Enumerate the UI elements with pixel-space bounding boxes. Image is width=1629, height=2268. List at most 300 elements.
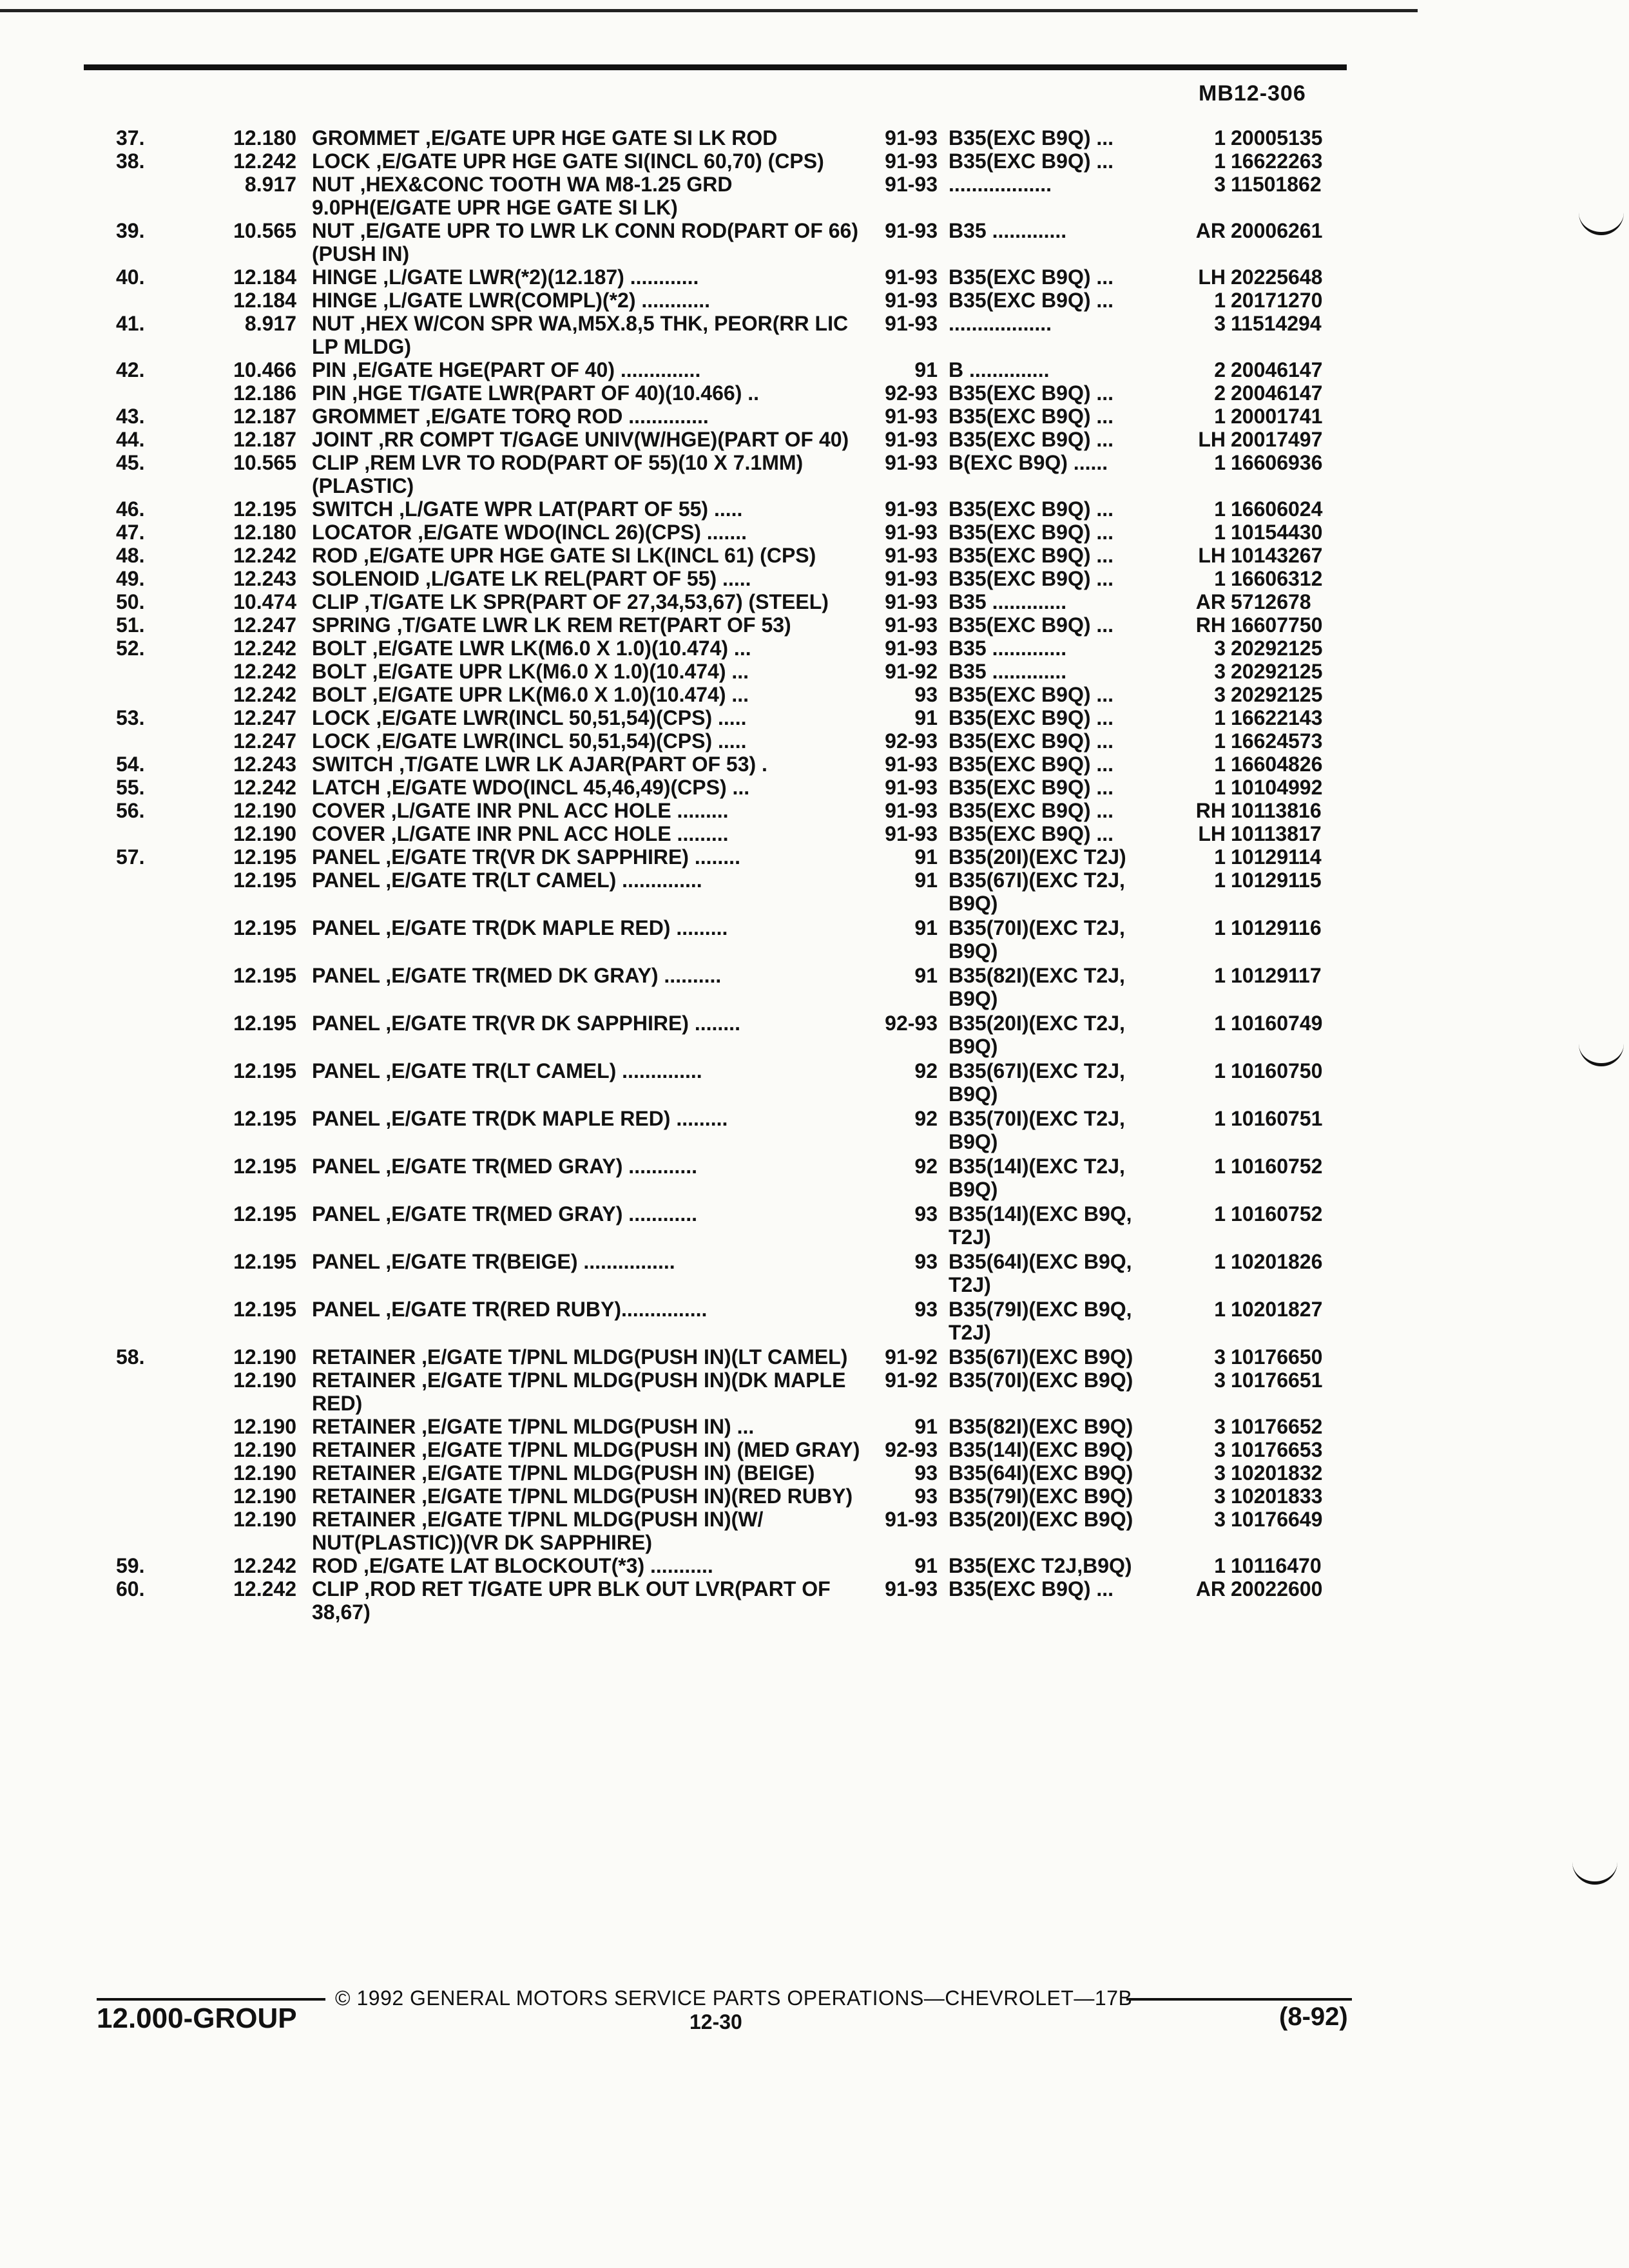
- part-description: COVER ,L/GATE INR PNL ACC HOLE .........: [312, 799, 729, 822]
- model-applicability: ..................: [949, 312, 1052, 335]
- group-number: 12.242: [233, 660, 296, 683]
- quantity: 3: [1214, 683, 1226, 706]
- part-description: RETAINER ,E/GATE T/PNL MLDG(PUSH IN) ...: [312, 1415, 755, 1438]
- group-number: 12.180: [233, 126, 296, 149]
- table-row: [116, 265, 1366, 289]
- table-row: [116, 706, 1366, 729]
- ref-number: 52.: [116, 637, 145, 660]
- group-number: 12.184: [233, 265, 296, 289]
- table-row: [116, 1461, 1366, 1485]
- model-applicability: B35(EXC B9Q) ...: [949, 799, 1114, 822]
- part-number: 10176651: [1231, 1369, 1323, 1392]
- part-number: 11514294: [1231, 312, 1322, 335]
- table-row: [116, 1554, 1366, 1577]
- ref-number: 51.: [116, 613, 145, 637]
- part-description: RETAINER ,E/GATE T/PNL MLDG(PUSH IN) (MED GRAY): [312, 1438, 860, 1461]
- model-applicability: B35(79I)(EXC B9Q): [949, 1485, 1133, 1508]
- part-number: 10154430: [1231, 521, 1323, 544]
- part-number: 20225648: [1231, 265, 1323, 289]
- part-number: 16606936: [1231, 451, 1323, 474]
- model-applicability: B(EXC B9Q) ......: [949, 451, 1108, 474]
- group-number: 12.195: [233, 845, 296, 869]
- model-years: 91-93: [885, 776, 938, 799]
- part-number: 10160751: [1231, 1107, 1323, 1130]
- model-applicability: B35(20I)(EXC T2J, B9Q): [949, 1012, 1125, 1058]
- ref-number: 55.: [116, 776, 145, 799]
- group-number: 12.242: [233, 776, 296, 799]
- quantity: 1: [1214, 1107, 1226, 1130]
- binder-hole-mark: [1572, 1856, 1617, 1885]
- table-row: [116, 126, 1366, 149]
- model-years: 92-93: [885, 1438, 938, 1461]
- model-years: 91-93: [885, 613, 938, 637]
- part-description: LOCK ,E/GATE UPR HGE GATE SI(INCL 60,70) (CPS): [312, 149, 824, 173]
- group-number: 12.242: [233, 1577, 296, 1600]
- part-number: 20292125: [1231, 637, 1323, 660]
- model-years: 91-93: [885, 544, 938, 567]
- part-description: CLIP ,T/GATE LK SPR(PART OF 27,34,53,67) (STEEL): [312, 590, 829, 613]
- part-description: PANEL ,E/GATE TR(DK MAPLE RED) .........: [312, 916, 728, 939]
- group-number: 12.184: [233, 289, 296, 312]
- table-row: [116, 1298, 1366, 1344]
- part-number: 10201827: [1231, 1298, 1323, 1321]
- quantity: 1: [1214, 1250, 1226, 1273]
- table-row: [116, 289, 1366, 312]
- ref-number: 45.: [116, 451, 145, 474]
- table-row: [116, 451, 1366, 497]
- model-years: 91-93: [885, 289, 938, 312]
- table-row: [116, 822, 1366, 845]
- quantity: 3: [1214, 637, 1226, 660]
- group-number: 12.195: [233, 869, 296, 892]
- part-description: RETAINER ,E/GATE T/PNL MLDG(PUSH IN) (BEIGE): [312, 1461, 815, 1485]
- model-applicability: B35(EXC B9Q) ...: [949, 567, 1114, 590]
- ref-number: 50.: [116, 590, 145, 613]
- table-row: [116, 660, 1366, 683]
- quantity: 1: [1214, 1298, 1226, 1321]
- part-number: 20006261: [1231, 219, 1323, 242]
- table-row: [116, 1415, 1366, 1438]
- table-row: [116, 497, 1366, 521]
- part-description: PANEL ,E/GATE TR(MED GRAY) ............: [312, 1155, 697, 1178]
- part-description: SPRING ,T/GATE LWR LK REM RET(PART OF 53): [312, 613, 791, 637]
- model-years: 91: [914, 1554, 938, 1577]
- part-number: 16606312: [1231, 567, 1323, 590]
- model-years: 93: [914, 1298, 938, 1321]
- quantity: LH: [1198, 265, 1226, 289]
- model-years: 91-93: [885, 799, 938, 822]
- model-applicability: B35(EXC B9Q) ...: [949, 1577, 1114, 1600]
- model-applicability: B35(14I)(EXC B9Q): [949, 1438, 1133, 1461]
- model-applicability: B35(20I)(EXC T2J): [949, 845, 1126, 869]
- quantity: 1: [1214, 1202, 1226, 1225]
- quantity: 1: [1214, 964, 1226, 987]
- table-row: [116, 799, 1366, 822]
- quantity: RH: [1195, 799, 1226, 822]
- model-years: 91-93: [885, 497, 938, 521]
- group-number: 12.247: [233, 729, 296, 753]
- part-number: 10143267: [1231, 544, 1323, 567]
- model-years: 91-92: [885, 1345, 938, 1369]
- quantity: 1: [1214, 126, 1226, 149]
- quantity: 1: [1214, 405, 1226, 428]
- part-description: PANEL ,E/GATE TR(VR DK SAPPHIRE) ........: [312, 845, 740, 869]
- quantity: 1: [1214, 567, 1226, 590]
- model-applicability: B35 .............: [949, 637, 1067, 660]
- model-applicability: B35(EXC B9Q) ...: [949, 126, 1114, 149]
- table-row: [116, 1369, 1366, 1415]
- model-applicability: B35(EXC B9Q) ...: [949, 613, 1114, 637]
- model-applicability: B35(79I)(EXC B9Q, T2J): [949, 1298, 1132, 1344]
- model-years: 91-93: [885, 590, 938, 613]
- part-number: 20171270: [1231, 289, 1323, 312]
- part-description: CLIP ,REM LVR TO ROD(PART OF 55)(10 X 7.1MM)(PLASTIC): [312, 451, 804, 497]
- model-applicability: ..................: [949, 173, 1052, 196]
- model-years: 91-93: [885, 753, 938, 776]
- table-row: [116, 1059, 1366, 1106]
- group-number: 12.243: [233, 753, 296, 776]
- part-number: 10129116: [1231, 916, 1322, 939]
- part-description: PANEL ,E/GATE TR(VR DK SAPPHIRE) ........: [312, 1012, 740, 1035]
- model-years: 91-93: [885, 1508, 938, 1531]
- model-applicability: B35(EXC T2J,B9Q): [949, 1554, 1132, 1577]
- model-applicability: B35(82I)(EXC T2J, B9Q): [949, 964, 1125, 1010]
- model-years: 91: [914, 358, 938, 381]
- ref-number: 38.: [116, 149, 145, 173]
- model-applicability: B35(EXC B9Q) ...: [949, 149, 1114, 173]
- table-row: [116, 1508, 1366, 1554]
- model-years: 91-93: [885, 822, 938, 845]
- table-row: [116, 753, 1366, 776]
- model-years: 93: [914, 1485, 938, 1508]
- ref-number: 42.: [116, 358, 145, 381]
- model-applicability: B35(14I)(EXC T2J, B9Q): [949, 1155, 1125, 1201]
- quantity: 3: [1214, 1438, 1226, 1461]
- model-applicability: B35(EXC B9Q) ...: [949, 729, 1114, 753]
- part-number: 10160750: [1231, 1059, 1323, 1082]
- part-description: RETAINER ,E/GATE T/PNL MLDG(PUSH IN)(W/ NUT(PLASTIC))(VR DK SAPPHIRE): [312, 1508, 764, 1554]
- model-applicability: B ..............: [949, 358, 1050, 381]
- quantity: 1: [1214, 753, 1226, 776]
- quantity: AR: [1195, 590, 1226, 613]
- part-description: PANEL ,E/GATE TR(LT CAMEL) ..............: [312, 869, 702, 892]
- group-number: 12.190: [233, 1438, 296, 1461]
- model-years: 92: [914, 1059, 938, 1082]
- part-number: 20017497: [1231, 428, 1323, 451]
- group-number: 10.474: [233, 590, 296, 613]
- model-years: 91: [914, 869, 938, 892]
- part-description: BOLT ,E/GATE UPR LK(M6.0 X 1.0)(10.474) ...: [312, 683, 749, 706]
- ref-number: 47.: [116, 521, 145, 544]
- model-years: 93: [914, 1461, 938, 1485]
- table-row: [116, 590, 1366, 613]
- part-description: BOLT ,E/GATE UPR LK(M6.0 X 1.0)(10.474) ...: [312, 660, 749, 683]
- part-description: ROD ,E/GATE LAT BLOCKOUT(*3) ...........: [312, 1554, 713, 1577]
- part-description: PANEL ,E/GATE TR(DK MAPLE RED) .........: [312, 1107, 728, 1130]
- part-description: NUT ,E/GATE UPR TO LWR LK CONN ROD(PART OF 66)(PUSH IN): [312, 219, 858, 265]
- quantity: LH: [1198, 822, 1226, 845]
- model-years: 92: [914, 1155, 938, 1178]
- ref-number: 41.: [116, 312, 145, 335]
- model-applicability: B35(70I)(EXC T2J, B9Q): [949, 1107, 1125, 1153]
- group-number: 12.190: [233, 1508, 296, 1531]
- model-applicability: B35(14I)(EXC B9Q, T2J): [949, 1202, 1132, 1249]
- ref-number: 53.: [116, 706, 145, 729]
- table-row: [116, 776, 1366, 799]
- quantity: 3: [1214, 1415, 1226, 1438]
- part-description: RETAINER ,E/GATE T/PNL MLDG(PUSH IN)(LT CAMEL): [312, 1345, 848, 1369]
- group-number: 12.242: [233, 1554, 296, 1577]
- group-label: 12.000-GROUP: [97, 2003, 297, 2034]
- model-applicability: B35(EXC B9Q) ...: [949, 521, 1114, 544]
- model-years: 91-93: [885, 126, 938, 149]
- group-number: 12.190: [233, 1415, 296, 1438]
- table-row: [116, 1438, 1366, 1461]
- group-number: 12.190: [233, 799, 296, 822]
- ref-number: 57.: [116, 845, 145, 869]
- model-years: 92-93: [885, 381, 938, 405]
- part-description: PANEL ,E/GATE TR(LT CAMEL) ..............: [312, 1059, 702, 1082]
- group-number: 12.195: [233, 916, 296, 939]
- part-number: 10113816: [1231, 799, 1322, 822]
- group-number: 12.190: [233, 1485, 296, 1508]
- group-number: 12.195: [233, 1250, 296, 1273]
- model-years: 91-93: [885, 265, 938, 289]
- group-number: 12.242: [233, 149, 296, 173]
- part-number: 20292125: [1231, 660, 1323, 683]
- quantity: 1: [1214, 1012, 1226, 1035]
- group-number: 12.243: [233, 567, 296, 590]
- group-number: 12.242: [233, 683, 296, 706]
- ref-number: 59.: [116, 1554, 145, 1577]
- quantity: 2: [1214, 381, 1226, 405]
- group-number: 8.917: [244, 173, 296, 196]
- binder-hole-mark: [1579, 1037, 1624, 1066]
- part-description: LATCH ,E/GATE WDO(INCL 45,46,49)(CPS) ...: [312, 776, 750, 799]
- model-years: 91: [914, 706, 938, 729]
- table-row: [116, 405, 1366, 428]
- part-number: 16607750: [1231, 613, 1323, 637]
- model-years: 93: [914, 683, 938, 706]
- table-row: [116, 683, 1366, 706]
- part-number: 20001741: [1231, 405, 1323, 428]
- group-number: 8.917: [244, 312, 296, 335]
- part-number: 10129114: [1231, 845, 1322, 869]
- table-row: [116, 845, 1366, 869]
- table-row: [116, 1202, 1366, 1249]
- group-number: 12.190: [233, 1369, 296, 1392]
- part-description: BOLT ,E/GATE LWR LK(M6.0 X 1.0)(10.474) ...: [312, 637, 751, 660]
- table-row: [116, 521, 1366, 544]
- part-number: 20046147: [1231, 358, 1323, 381]
- part-number: 10129117: [1231, 964, 1322, 987]
- group-number: 12.190: [233, 822, 296, 845]
- quantity: 3: [1214, 1369, 1226, 1392]
- ref-number: 43.: [116, 405, 145, 428]
- table-row: [116, 916, 1366, 963]
- part-number: 10160752: [1231, 1155, 1323, 1178]
- model-years: 91-93: [885, 312, 938, 335]
- model-applicability: B35(EXC B9Q) ...: [949, 706, 1114, 729]
- quantity: 1: [1214, 776, 1226, 799]
- table-row: [116, 544, 1366, 567]
- model-years: 93: [914, 1202, 938, 1225]
- model-years: 91: [914, 916, 938, 939]
- part-description: CLIP ,ROD RET T/GATE UPR BLK OUT LVR(PART OF 38,67): [312, 1577, 831, 1624]
- model-applicability: B35(EXC B9Q) ...: [949, 497, 1114, 521]
- model-years: 91: [914, 964, 938, 987]
- model-years: 93: [914, 1250, 938, 1273]
- quantity: 1: [1214, 869, 1226, 892]
- quantity: 1: [1214, 1554, 1226, 1577]
- ref-number: 44.: [116, 428, 145, 451]
- part-description: GROMMET ,E/GATE TORQ ROD ..............: [312, 405, 709, 428]
- page-number: 12-30: [689, 2010, 742, 2033]
- part-description: HINGE ,L/GATE LWR(COMPL)(*2) ............: [312, 289, 711, 312]
- model-applicability: B35(EXC B9Q) ...: [949, 381, 1114, 405]
- table-row: [116, 149, 1366, 173]
- model-applicability: B35(EXC B9Q) ...: [949, 428, 1114, 451]
- model-years: 91-93: [885, 405, 938, 428]
- part-number: 16606024: [1231, 497, 1323, 521]
- model-years: 91-93: [885, 149, 938, 173]
- part-number: 16622263: [1231, 149, 1323, 173]
- model-applicability: B35(EXC B9Q) ...: [949, 405, 1114, 428]
- table-row: [116, 1345, 1366, 1369]
- part-number: 10129115: [1231, 869, 1322, 892]
- quantity: 1: [1214, 1155, 1226, 1178]
- part-number: 20005135: [1231, 126, 1323, 149]
- quantity: 3: [1214, 1508, 1226, 1531]
- model-years: 91-92: [885, 1369, 938, 1392]
- parts-table: [116, 126, 1366, 1624]
- quantity: 3: [1214, 312, 1226, 335]
- table-row: [116, 964, 1366, 1010]
- group-number: 12.242: [233, 544, 296, 567]
- model-applicability: B35(EXC B9Q) ...: [949, 776, 1114, 799]
- model-applicability: B35 .............: [949, 219, 1067, 242]
- model-applicability: B35(64I)(EXC B9Q, T2J): [949, 1250, 1132, 1296]
- part-number: 20292125: [1231, 683, 1323, 706]
- quantity: 3: [1214, 1461, 1226, 1485]
- table-row: [116, 1012, 1366, 1058]
- table-row: [116, 219, 1366, 265]
- part-description: NUT ,HEX W/CON SPR WA,M5X.8,5 THK, PEOR(RR LIC LP MLDG): [312, 312, 849, 358]
- group-number: 12.247: [233, 613, 296, 637]
- part-description: COVER ,L/GATE INR PNL ACC HOLE .........: [312, 822, 729, 845]
- model-years: 91-93: [885, 428, 938, 451]
- table-row: [116, 358, 1366, 381]
- model-years: 91-93: [885, 567, 938, 590]
- model-years: 92-93: [885, 1012, 938, 1035]
- quantity: AR: [1195, 1577, 1226, 1600]
- table-row: [116, 1485, 1366, 1508]
- quantity: 1: [1214, 451, 1226, 474]
- ref-number: 49.: [116, 567, 145, 590]
- ref-number: 60.: [116, 1577, 145, 1600]
- part-number: 16622143: [1231, 706, 1323, 729]
- model-applicability: B35(70I)(EXC B9Q): [949, 1369, 1133, 1392]
- model-years: 91: [914, 1415, 938, 1438]
- part-number: 16624573: [1231, 729, 1323, 753]
- part-description: PANEL ,E/GATE TR(RED RUBY)...............: [312, 1298, 708, 1321]
- quantity: 2: [1214, 358, 1226, 381]
- ref-number: 54.: [116, 753, 145, 776]
- model-applicability: B35(EXC B9Q) ...: [949, 753, 1114, 776]
- ref-number: 39.: [116, 219, 145, 242]
- quantity: 1: [1214, 1059, 1226, 1082]
- part-number: 20046147: [1231, 381, 1323, 405]
- group-number: 12.195: [233, 1202, 296, 1225]
- part-number: 10176649: [1231, 1508, 1323, 1531]
- model-applicability: B35(EXC B9Q) ...: [949, 289, 1114, 312]
- model-applicability: B35(EXC B9Q) ...: [949, 822, 1114, 845]
- model-years: 91-93: [885, 521, 938, 544]
- group-number: 10.565: [233, 219, 296, 242]
- group-number: 12.195: [233, 1155, 296, 1178]
- table-row: [116, 1155, 1366, 1201]
- table-row: [116, 1577, 1366, 1624]
- part-number: 10176653: [1231, 1438, 1323, 1461]
- part-description: NUT ,HEX&CONC TOOTH WA M8-1.25 GRD 9.0PH(E/GATE UPR HGE GATE SI LK): [312, 173, 733, 219]
- model-years: 92: [914, 1107, 938, 1130]
- part-number: 11501862: [1231, 173, 1322, 196]
- ref-number: 37.: [116, 126, 145, 149]
- table-row: [116, 381, 1366, 405]
- group-number: 10.466: [233, 358, 296, 381]
- part-description: ROD ,E/GATE UPR HGE GATE SI LK(INCL 61) (CPS): [312, 544, 816, 567]
- group-number: 12.190: [233, 1461, 296, 1485]
- part-number: 16604826: [1231, 753, 1323, 776]
- part-description: PIN ,HGE T/GATE LWR(PART OF 40)(10.466) ..: [312, 381, 760, 405]
- group-number: 12.190: [233, 1345, 296, 1369]
- footer-rule: [1126, 1998, 1352, 2001]
- quantity: 1: [1214, 149, 1226, 173]
- part-description: SOLENOID ,L/GATE LK REL(PART OF 55) .....: [312, 567, 751, 590]
- group-number: 12.180: [233, 521, 296, 544]
- part-number: 10201833: [1231, 1485, 1323, 1508]
- part-description: RETAINER ,E/GATE T/PNL MLDG(PUSH IN)(DK MAPLE RED): [312, 1369, 846, 1415]
- part-description: LOCATOR ,E/GATE WDO(INCL 26)(CPS) .......: [312, 521, 747, 544]
- part-description: GROMMET ,E/GATE UPR HGE GATE SI LK ROD: [312, 126, 778, 149]
- footer-rule: [97, 1998, 325, 2001]
- part-number: 10176650: [1231, 1345, 1323, 1369]
- part-description: JOINT ,RR COMPT T/GAGE UNIV(W/HGE)(PART OF 40): [312, 428, 849, 451]
- quantity: 1: [1214, 497, 1226, 521]
- group-number: 12.247: [233, 706, 296, 729]
- table-row: [116, 613, 1366, 637]
- table-row: [116, 1107, 1366, 1153]
- part-description: RETAINER ,E/GATE T/PNL MLDG(PUSH IN)(RED RUBY): [312, 1485, 853, 1508]
- model-applicability: B35(67I)(EXC T2J, B9Q): [949, 869, 1125, 915]
- quantity: 3: [1214, 173, 1226, 196]
- model-years: 91-93: [885, 173, 938, 196]
- model-years: 91-93: [885, 219, 938, 242]
- model-applicability: B35(EXC B9Q) ...: [949, 544, 1114, 567]
- table-row: [116, 1250, 1366, 1296]
- model-applicability: B35(20I)(EXC B9Q): [949, 1508, 1133, 1531]
- quantity: AR: [1195, 219, 1226, 242]
- group-number: 12.186: [233, 381, 296, 405]
- part-description: HINGE ,L/GATE LWR(*2)(12.187) ............: [312, 265, 699, 289]
- revision-date: (8-92): [1279, 2003, 1348, 2031]
- part-description: PANEL ,E/GATE TR(BEIGE) ................: [312, 1250, 675, 1273]
- quantity: LH: [1198, 544, 1226, 567]
- ref-number: 56.: [116, 799, 145, 822]
- model-applicability: B35(82I)(EXC B9Q): [949, 1415, 1133, 1438]
- copyright-notice: © 1992 GENERAL MOTORS SERVICE PARTS OPERATIONS—CHEVROLET—17B: [335, 1986, 1133, 2010]
- quantity: 1: [1214, 729, 1226, 753]
